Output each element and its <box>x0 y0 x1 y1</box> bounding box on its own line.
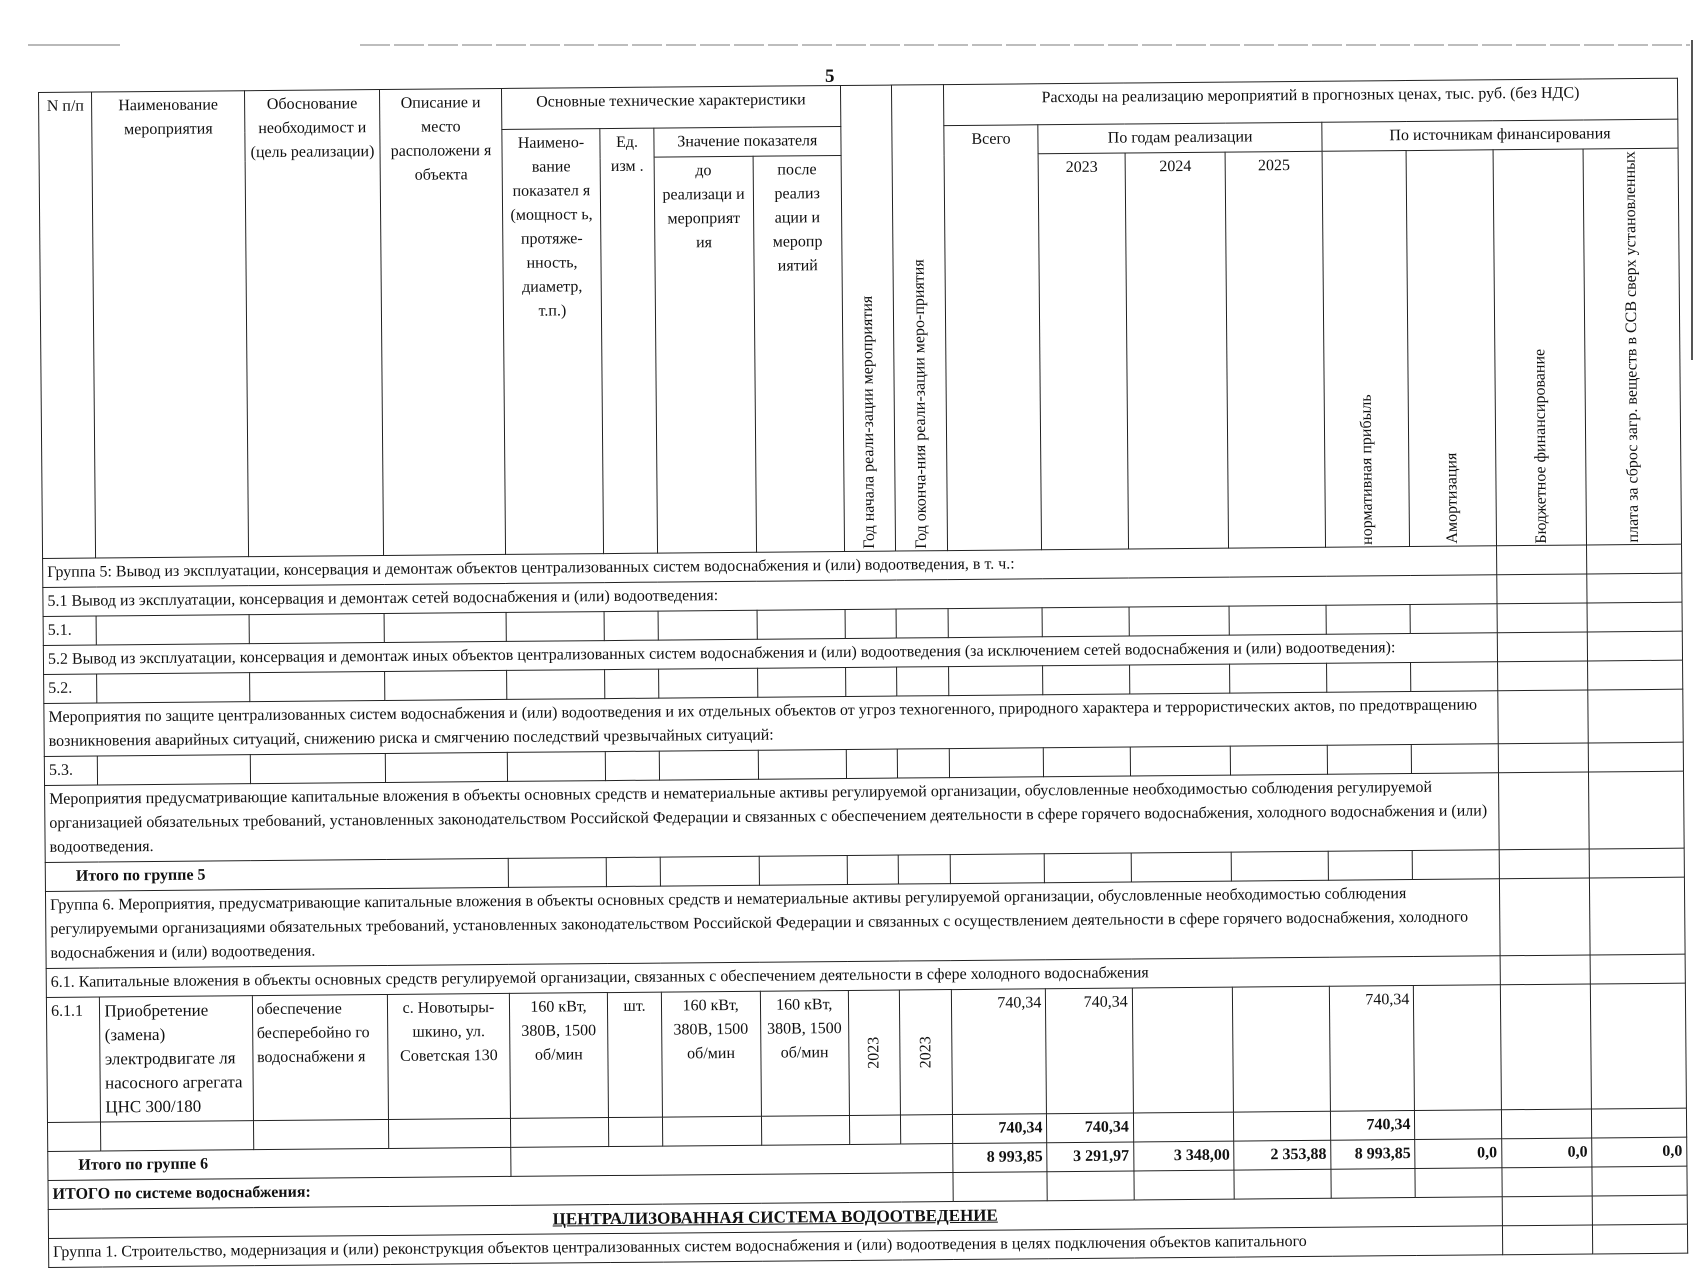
col-header-year-start: Год начала реали-зации мероприятия <box>858 296 879 550</box>
scan-artifact <box>360 44 1690 46</box>
col-header-tech: Основные технические характеристики <box>501 85 841 129</box>
row-number: 5.2. <box>44 674 98 703</box>
item-profit: 740,34 <box>1329 986 1414 1112</box>
col-header-amortization: Амортизация <box>1443 453 1462 545</box>
group-6-total-all: 8 993,85 <box>952 1143 1047 1173</box>
page-number: 5 <box>825 66 835 87</box>
col-header-location: Описание и место расположени я объекта <box>380 88 505 555</box>
group-6-total-2025: 2 353,88 <box>1234 1141 1331 1171</box>
group-6-total-amortization: 0,0 <box>1415 1139 1502 1169</box>
subtotal-2023: 740,34 <box>1047 1113 1134 1143</box>
group-6-total-profit: 8 993,85 <box>1331 1140 1416 1170</box>
col-header-unit: Ед. изм . <box>600 128 657 554</box>
item-indicator: 160 кВт, 380В, 1500 об/мин <box>509 993 609 1119</box>
system-total-label: ИТОГО по системе водоснабжения: <box>48 1173 953 1210</box>
group-5-total-label: Итого по группе 5 <box>45 859 508 892</box>
group-6-total-label: Итого по группе 6 <box>48 1148 511 1181</box>
col-header-2024: 2024 <box>1125 152 1229 549</box>
row-number: 5.3. <box>44 756 98 785</box>
item-2023: 740,34 <box>1046 988 1133 1114</box>
col-header-indicator: Наимено-вание показател я (мощност ь, протяже-нность, диаметр, т.п.) <box>501 129 603 555</box>
scan-edge <box>1691 40 1693 360</box>
col-header-name: Наименование мероприятия <box>92 91 248 559</box>
col-header-2025: 2025 <box>1226 151 1326 548</box>
subgroup-5-1-title: 5.1 Вывод из эксплуатации, консервация и демонтаж сетей водоснабжения и (или) водоотведения: <box>43 575 1497 617</box>
investment-program-table <box>38 78 1688 1268</box>
group-6-total-budget: 0,0 <box>1501 1138 1592 1168</box>
item-value-after: 160 кВт, 380В, 1500 об/мин <box>760 991 850 1117</box>
item-total: 740,34 <box>951 989 1047 1115</box>
table-row <box>46 984 1686 1123</box>
col-header-costs: Расходы на реализацию мероприятий в прогнозных ценах, тыс. руб. (без НДС) <box>943 78 1678 125</box>
item-number: 6.1.1 <box>46 997 101 1122</box>
row-number: 5.1. <box>43 616 97 645</box>
col-header-justification: Обоснование необходимост и (цель реализации) <box>244 90 384 558</box>
group-1-title: Группа 1. Строительство, модернизация и (или) реконструкция объектов централизованных систем водоснабжения и (или) водоотведения в целях подключения объектов капитального <box>49 1226 1503 1268</box>
group-6-total-fee: 0,0 <box>1592 1138 1687 1168</box>
group-6-total-2024: 3 348,00 <box>1133 1141 1234 1171</box>
col-header-before: до реализаци и мероприят ия <box>654 156 756 553</box>
col-header-after: после реализ ации и меропр иятий <box>753 155 845 552</box>
group-row <box>45 878 1685 969</box>
col-header-by-sources: По источникам финансирования <box>1322 119 1678 151</box>
col-header-year-end: Год оконча-ния реали-зации меро-приятия <box>910 259 930 549</box>
group-row <box>45 772 1685 863</box>
group-6-total-2023: 3 291,97 <box>1047 1142 1134 1172</box>
group-6-title: Группа 6. Мероприятия, предусматривающие капитальные вложения в объекты основных средств и нематериальные активы регулируемой организации, обусловленные необходимостью соблюдения регулируемыми организациями обязательных требований, установленных законодательством Российской Федерации и связанных с осуществлением деятельности в сфере горячего водоснабжения, холодного водоснабжения и (или) водоотведения. <box>45 879 1499 969</box>
item-value-before: 160 кВт, 380В, 1500 об/мин <box>661 992 761 1118</box>
col-header-profit: нормативная прибыль <box>1357 394 1376 545</box>
investment-table-sheet <box>38 78 1688 1268</box>
item-justification: обеспечение бесперебойно го водоснабжени я <box>252 995 389 1121</box>
subtotal-total: 740,34 <box>952 1114 1047 1144</box>
subgroup-5-3-title: Мероприятия по защите централизованных систем водоснабжения и (или) водоотведения и их отдельных объектов от угроз техногенного, природного характера и террористических актов, по предотвращению возникновения аварийных ситуаций, снижению риска и смягчению последствий чрезвычайных ситуаций: <box>44 691 1498 757</box>
col-header-by-years: По годам реализации <box>1038 122 1322 153</box>
col-header-budget: Бюджетное финансирование <box>1530 348 1550 544</box>
item-location: с. Новотыры-шкино, ул. Советская 130 <box>388 994 510 1120</box>
col-header-fee: плата за сброс загр. веществ в ССВ сверх установленных <box>1621 151 1643 543</box>
col-header-total: Всего <box>944 125 1042 551</box>
subgroup-5-4-title: Мероприятия предусматривающие капитальные вложения в объекты основных средств и нематериальные активы регулируемой организации, обусловленные необходимостью соблюдения регулируемой организацией обязательных требований, установленных законодательством Российской Федерации и связанных с обеспечением деятельности в сфере горячего водоснабжения, холодного водоснабжения и (или) водоотведения. <box>45 773 1499 863</box>
subgroup-5-2-title: 5.2 Вывод из эксплуатации, консервация и демонтаж иных объектов централизованных систем водоснабжения и (или) водоотведения (за исключением сетей водоснабжения и (или) водоотведения): <box>43 633 1497 675</box>
item-unit: шт. <box>608 992 663 1117</box>
scan-artifact <box>28 44 120 46</box>
group-5-title: Группа 5: Вывод из эксплуатации, консервация и демонтаж объектов централизованных систем водоснабжения и (или) водоотведения, в т. ч.: <box>43 546 1497 588</box>
col-header-number: N п/п <box>39 92 97 559</box>
item-name: Приобретение (замена) электродвигате ля насосного агрегата ЦНС 300/180 <box>100 996 253 1122</box>
item-year-end: 2023 <box>916 1036 935 1069</box>
subgroup-6-1-title: 6.1. Капитальные вложения в объекты основных средств регулируемой организации, связанных с обеспечением деятельности в сфере холодного водоснабжения <box>46 956 1500 998</box>
col-header-value: Значение показателя <box>654 126 841 157</box>
item-year-start: 2023 <box>865 1037 883 1070</box>
col-header-2023: 2023 <box>1038 153 1128 550</box>
subtotal-profit: 740,34 <box>1331 1111 1416 1141</box>
section-title: ЦЕНТРАЛИЗОВАННАЯ СИСТЕМА ВОДООТВЕДЕНИЕ <box>48 1197 1502 1239</box>
